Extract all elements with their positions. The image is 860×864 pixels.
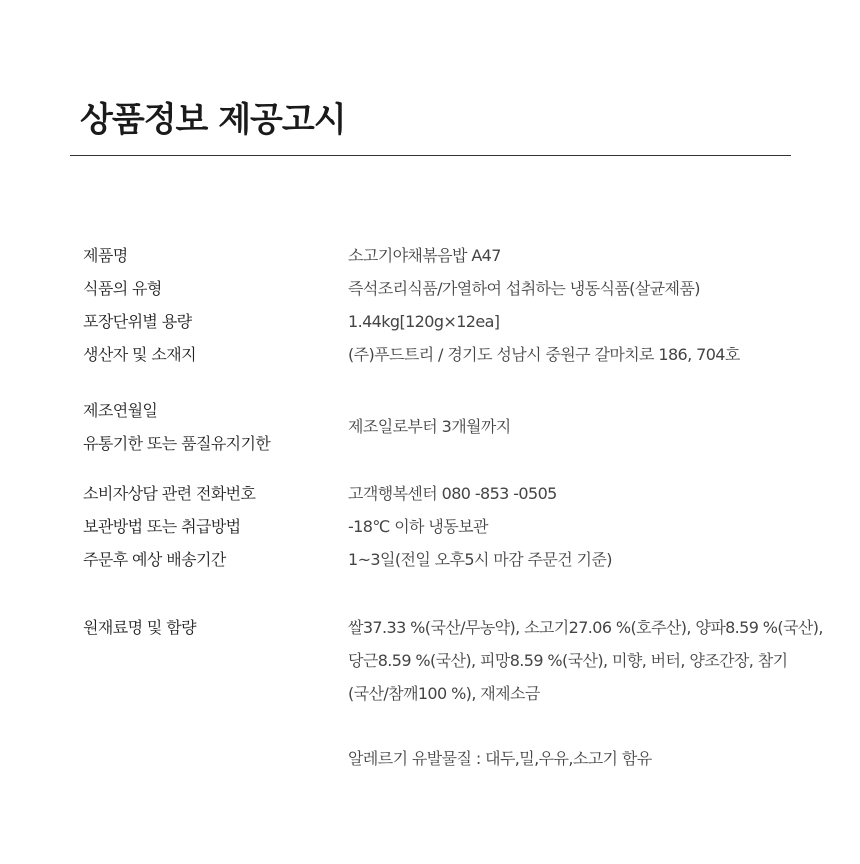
row-label-package-volume: 포장단위별 용량 xyxy=(83,312,192,331)
row-label-ingredients: 원재료명 및 함량 xyxy=(83,618,196,637)
row-label-storage: 보관방법 또는 취급방법 xyxy=(83,517,241,536)
row-label-product-name: 제품명 xyxy=(83,246,128,265)
title-divider xyxy=(70,155,791,156)
row-value-food-type: 즉석조리식품/가열하여 섭취하는 냉동식품(살균제품) xyxy=(348,279,700,298)
row-label-expiry: 유통기한 또는 품질유지기한 xyxy=(83,434,271,453)
row-value-allergen: 알레르기 유발물질 : 대두,밀,우유,소고기 함유 xyxy=(348,749,652,768)
row-label-consumer-phone: 소비자상담 관련 전화번호 xyxy=(83,484,256,503)
row-label-manufacture-date: 제조연월일 xyxy=(83,401,158,420)
row-value-consumer-phone: 고객행복센터 080 -853 -0505 xyxy=(348,484,557,503)
row-label-delivery: 주문후 예상 배송기간 xyxy=(83,550,226,569)
row-value-delivery: 1~3일(전일 오후5시 마감 주문건 기준) xyxy=(348,550,612,569)
row-value-ingredients-line-2: 당근8.59 %(국산), 피망8.59 %(국산), 미향, 버터, 양조간장, 참기 xyxy=(348,651,788,670)
page-title: 상품정보 제공고시 xyxy=(80,100,346,140)
row-value-producer: (주)푸드트리 / 경기도 성남시 중원구 갈마치로 186, 704호 xyxy=(348,345,740,364)
row-value-storage: -18℃ 이하 냉동보관 xyxy=(348,517,488,536)
row-value-ingredients-line-3: (국산/참깨100 %), 재제소금 xyxy=(348,684,540,703)
row-value-package-volume: 1.44kg[120g×12ea] xyxy=(348,312,500,331)
row-value-ingredients-line-1: 쌀37.33 %(국산/무농약), 소고기27.06 %(호주산), 양파8.59 %(국산), xyxy=(348,618,823,637)
row-value-expiry: 제조일로부터 3개월까지 xyxy=(348,417,511,436)
row-label-producer: 생산자 및 소재지 xyxy=(83,345,196,364)
row-label-food-type: 식품의 유형 xyxy=(83,279,162,298)
row-value-product-name: 소고기야채볶음밥 A47 xyxy=(348,246,501,265)
